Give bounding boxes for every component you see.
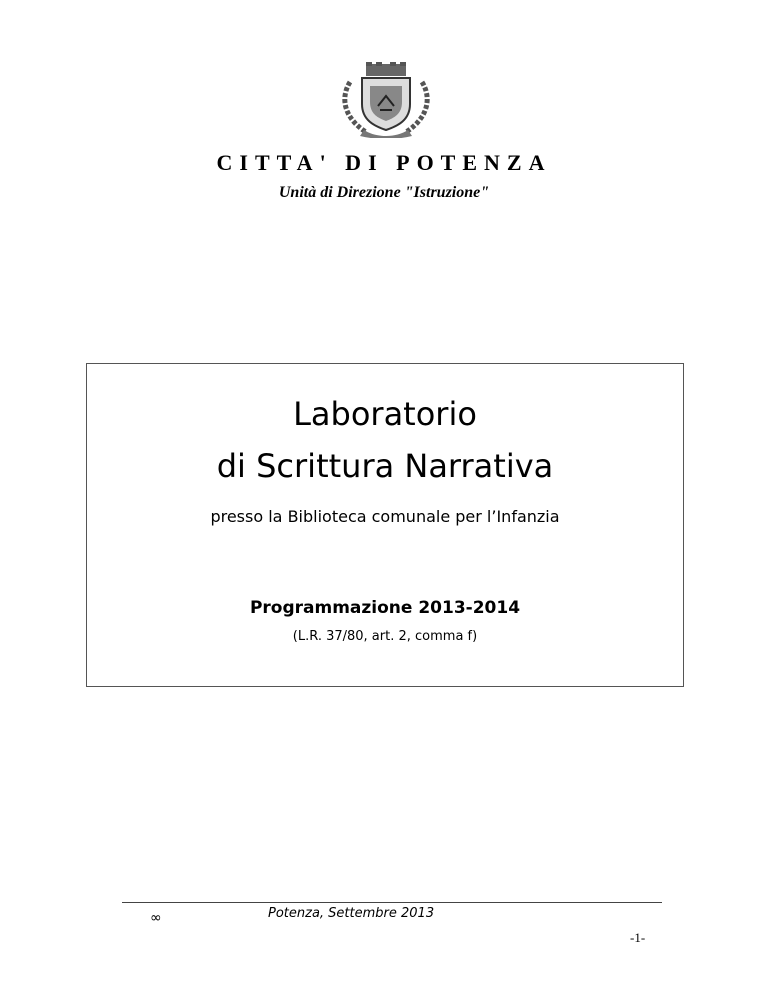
document-title-line-1: Laboratorio <box>293 395 477 433</box>
page-number: -1- <box>630 930 646 945</box>
program-heading: Programmazione 2013-2014 <box>249 598 521 618</box>
footer-divider <box>122 902 662 903</box>
city-title: CITTA' DI POTENZA <box>216 150 552 175</box>
title-box <box>86 363 684 687</box>
footer-place-date: Potenza, Settembre 2013 <box>268 906 435 921</box>
location-subtitle: presso la Biblioteca comunale per l’Infanzia <box>210 507 560 526</box>
coat-of-arms-icon <box>336 62 436 138</box>
infinity-mark: ∞ <box>150 910 162 926</box>
unit-subtitle: Unità di Direzione "Istruzione" <box>278 184 490 201</box>
document-title-line-2: di Scrittura Narrativa <box>216 447 554 485</box>
law-reference: (L.R. 37/80, art. 2, comma f) <box>292 629 478 644</box>
